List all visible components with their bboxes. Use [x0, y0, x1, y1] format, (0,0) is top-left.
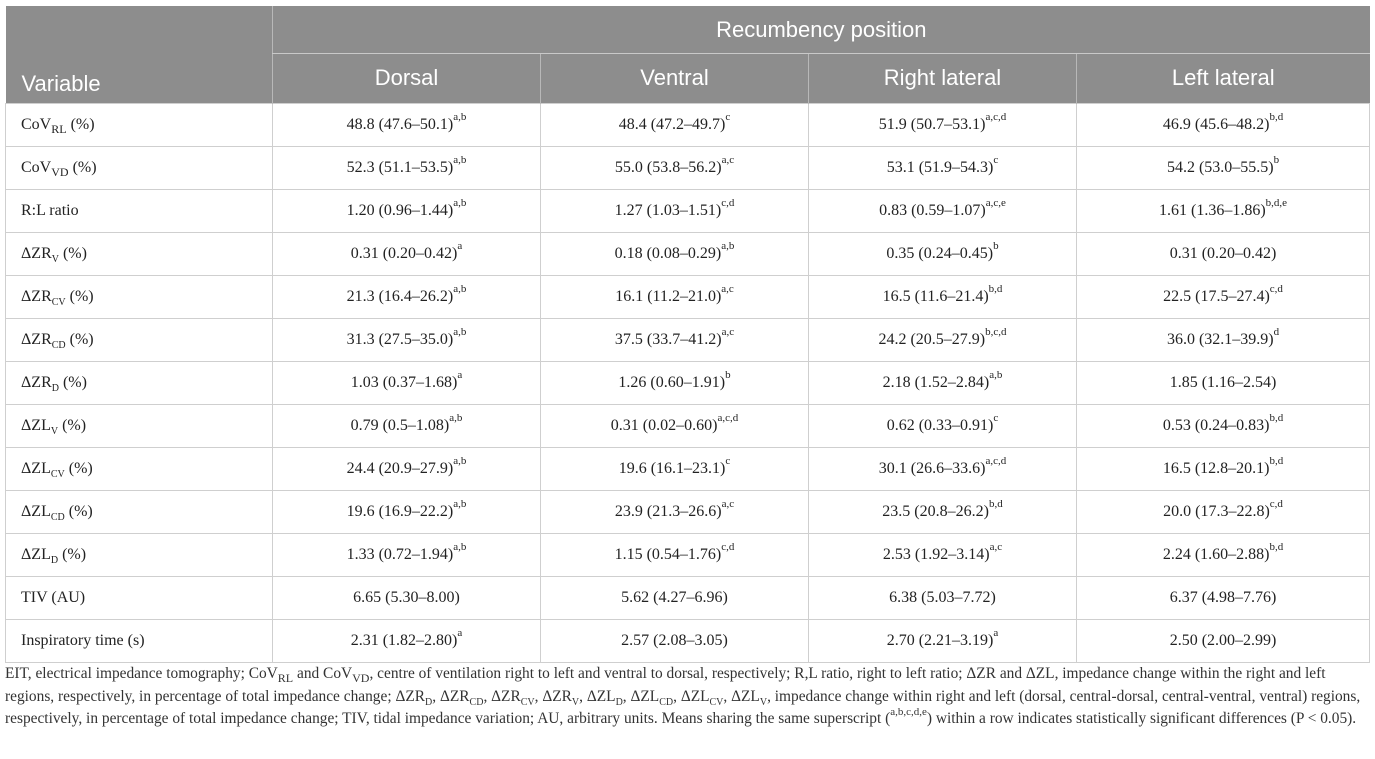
footnote-variable: ΔZR — [542, 687, 572, 705]
value-cell — [1077, 189, 1370, 232]
significance-superscript: a — [993, 627, 999, 640]
variable-header: Variable — [6, 54, 273, 104]
footnote-variable: ΔZL — [731, 687, 760, 705]
footnote-variable-subscript: V — [571, 696, 580, 708]
variable-cell — [6, 232, 273, 275]
value-cell — [273, 318, 541, 361]
value-cell — [273, 576, 541, 619]
value-text: 1.26 (0.60–1.91) — [618, 373, 726, 391]
value-text: 19.6 (16.1–23.1) — [618, 459, 726, 477]
footnote-text-4: , impedance change within right and left (dorsal, central-dorsal, central-ventral, ventral) regions, respectively, in percentage of total impedance change; TIV, tidal impedance variation; AU, arbitrary units. Means sharing the same superscript ( — [5, 687, 1361, 727]
value-text: 2.70 (2.21–3.19) — [886, 631, 994, 649]
value-text: 20.0 (17.3–22.8) — [1163, 502, 1270, 520]
significance-superscript: a,b — [449, 412, 463, 425]
footnote-sub: VD — [352, 671, 370, 686]
variable-cell — [6, 490, 273, 533]
value-cell — [273, 490, 541, 533]
footnote-variable: ΔZL — [680, 687, 710, 705]
variable-name: CoV — [21, 158, 52, 176]
table-row — [6, 189, 1370, 232]
value-cell — [1077, 318, 1370, 361]
value-cell — [1077, 490, 1370, 533]
footnote-variable-subscript: CV — [709, 696, 724, 708]
variable-name: ΔZR — [21, 244, 52, 262]
value-text: 2.50 (2.00–2.99) — [1169, 631, 1277, 649]
value-cell — [1077, 361, 1370, 404]
variable-subscript: CV — [51, 296, 66, 308]
group-header: Recumbency position — [273, 6, 1370, 54]
value-cell — [541, 533, 809, 576]
significance-superscript: b,d — [988, 498, 1003, 511]
value-cell — [541, 619, 809, 662]
header-row-group — [6, 6, 1370, 54]
value-text: 22.5 (17.5–27.4) — [1163, 287, 1270, 305]
significance-superscript: c,d — [721, 541, 735, 554]
value-cell — [273, 189, 541, 232]
value-cell — [273, 361, 541, 404]
value-cell — [1077, 447, 1370, 490]
significance-superscript: a,b — [453, 283, 467, 296]
significance-superscript: a,b — [453, 326, 467, 339]
value-text: 16.5 (12.8–20.1) — [1162, 459, 1270, 477]
value-text: 2.24 (1.60–2.88) — [1162, 545, 1270, 563]
footnote-variable: ΔZR — [491, 687, 521, 705]
value-text: 1.15 (0.54–1.76) — [614, 545, 722, 563]
value-text: 52.3 (51.1–53.5) — [346, 158, 454, 176]
table-row — [6, 146, 1370, 189]
value-cell — [809, 318, 1077, 361]
significance-superscript: a — [457, 240, 463, 253]
value-cell — [1077, 619, 1370, 662]
value-text: 16.5 (11.6–21.4) — [882, 287, 989, 305]
significance-superscript: c — [725, 111, 731, 124]
value-cell — [273, 533, 541, 576]
significance-superscript: b,d — [1269, 455, 1284, 468]
footnote-variable: ΔZL — [630, 687, 660, 705]
value-text: 51.9 (50.7–53.1) — [878, 115, 986, 133]
significance-superscript: c,d — [1269, 283, 1283, 296]
footnote-variable-list: $\Delta ZR_D$, $\Delta ZR_{CD}$, $\Delta ZR_{CV}$, $\Delta ZR_V$, $\Delta ZL_D$, $\Delta ZL_{CD}$, $\Delta ZL_{CV}$, $\Delta ZL_V$ — [395, 687, 768, 708]
value-text: 1.20 (0.96–1.44) — [346, 201, 454, 219]
value-cell — [541, 447, 809, 490]
variable-name: ΔZL — [21, 545, 51, 563]
variable-unit: (%) — [58, 545, 87, 563]
value-cell — [273, 103, 541, 146]
variable-unit: (%) — [64, 459, 93, 477]
variable-cell — [6, 146, 273, 189]
value-text: 53.1 (51.9–54.3) — [886, 158, 994, 176]
value-cell — [1077, 404, 1370, 447]
value-text: 0.31 (0.02–0.60) — [610, 416, 718, 434]
column-header-dorsal: Dorsal — [273, 54, 541, 104]
value-text: 5.62 (4.27–6.96) — [621, 588, 728, 606]
value-cell — [541, 275, 809, 318]
value-text: 46.9 (45.6–48.2) — [1162, 115, 1270, 133]
value-text: 48.4 (47.2–49.7) — [618, 115, 726, 133]
significance-superscript: b — [1273, 154, 1280, 167]
significance-superscript: a — [457, 627, 463, 640]
variable-unit: (%) — [65, 287, 94, 305]
value-text: 2.57 (2.08–3.05) — [621, 631, 728, 649]
significance-superscript: b,d,e — [1265, 197, 1288, 210]
value-cell — [1077, 533, 1370, 576]
significance-superscript: c — [993, 154, 999, 167]
significance-superscript: b — [993, 240, 999, 253]
value-cell — [541, 490, 809, 533]
value-text: 23.9 (21.3–26.6) — [614, 502, 722, 520]
table-row — [6, 361, 1370, 404]
footnote-text-5: ) within a row indicates statistically significant differences (P < 0.05). — [926, 710, 1357, 727]
variable-name: ΔZL — [21, 459, 51, 477]
value-cell — [1077, 275, 1370, 318]
value-text: 2.18 (1.52–2.84) — [882, 373, 990, 391]
value-cell — [809, 447, 1077, 490]
value-text: 1.61 (1.36–1.86) — [1158, 201, 1266, 219]
value-cell — [1077, 146, 1370, 189]
value-cell — [541, 189, 809, 232]
value-cell — [809, 361, 1077, 404]
value-text: 48.8 (47.6–50.1) — [346, 115, 454, 133]
variable-cell — [6, 619, 273, 662]
table-body — [6, 103, 1370, 662]
significance-superscript: a,c,d — [717, 412, 739, 425]
data-table — [5, 6, 1370, 663]
value-cell — [273, 447, 541, 490]
value-text: 21.3 (16.4–26.2) — [346, 287, 454, 305]
variable-subscript: CD — [50, 511, 65, 523]
table-row — [6, 619, 1370, 662]
value-text: 0.53 (0.24–0.83) — [1162, 416, 1270, 434]
value-text: 0.18 (0.08–0.29) — [614, 244, 722, 262]
table-row — [6, 318, 1370, 361]
footnote-variable-subscript: D — [615, 696, 623, 708]
header-corner — [6, 6, 273, 54]
value-text: 31.3 (27.5–35.0) — [346, 330, 454, 348]
value-text: 6.65 (5.30–8.00) — [353, 588, 460, 606]
variable-cell — [6, 447, 273, 490]
footnote-variable-subscript: CD — [659, 696, 674, 708]
footnote-text-3: , centre of ventilation right to left and ventral to dorsal, respectively; R,L ratio, right to left ratio; ΔZR and ΔZL, impedance change within the right and left regions, respectively, in percentage of total impedance change; — [5, 665, 1326, 705]
value-cell — [809, 490, 1077, 533]
variable-cell — [6, 576, 273, 619]
significance-superscript: a,b — [989, 369, 1003, 382]
value-cell — [541, 361, 809, 404]
significance-superscript: a,b — [453, 154, 467, 167]
variable-cell — [6, 189, 273, 232]
value-cell — [1077, 576, 1370, 619]
value-text: 1.33 (0.72–1.94) — [346, 545, 454, 563]
variable-subscript: CD — [51, 339, 66, 351]
column-header-right-lateral: Right lateral — [809, 54, 1077, 104]
variable-subscript: VD — [51, 164, 69, 179]
value-text: 23.5 (20.8–26.2) — [882, 502, 989, 520]
value-cell — [541, 146, 809, 189]
table-row — [6, 490, 1370, 533]
value-cell — [541, 404, 809, 447]
significance-superscript: b,c,d — [985, 326, 1007, 339]
significance-superscript: c — [993, 412, 999, 425]
variable-name: ΔZR — [21, 373, 52, 391]
significance-superscript: a — [457, 369, 463, 382]
table-row — [6, 275, 1370, 318]
value-cell — [809, 619, 1077, 662]
value-text: 16.1 (11.2–21.0) — [615, 287, 722, 305]
value-cell — [809, 404, 1077, 447]
value-text: 1.03 (0.37–1.68) — [350, 373, 458, 391]
significance-superscript: a,b — [453, 197, 467, 210]
value-text: 0.62 (0.33–0.91) — [886, 416, 994, 434]
variable-name: TIV (AU) — [21, 588, 86, 606]
variable-unit: (%) — [58, 373, 87, 391]
variable-subscript: RL — [51, 121, 67, 136]
significance-superscript: a,b — [453, 498, 467, 511]
significance-superscript: a,c — [989, 541, 1003, 554]
variable-subscript: D — [50, 554, 59, 566]
value-text: 0.79 (0.5–1.08) — [350, 416, 450, 434]
table-row — [6, 447, 1370, 490]
value-cell — [541, 232, 809, 275]
variable-unit: (%) — [64, 502, 93, 520]
variable-cell — [6, 103, 273, 146]
significance-superscript: a,b — [453, 541, 467, 554]
variable-unit: (%) — [58, 416, 87, 434]
footnote-variable-subscript: D — [425, 696, 433, 708]
value-text: 19.6 (16.9–22.2) — [346, 502, 454, 520]
significance-superscript: a,c — [721, 326, 735, 339]
column-header-left-lateral: Left lateral — [1077, 54, 1370, 104]
value-text: 0.31 (0.20–0.42) — [350, 244, 458, 262]
value-cell — [809, 146, 1077, 189]
significance-superscript: b — [725, 369, 731, 382]
footnote-variable: ΔZL — [586, 687, 616, 705]
value-text: 24.4 (20.9–27.9) — [346, 459, 454, 477]
column-header-ventral: Ventral — [541, 54, 809, 104]
significance-superscript: a,b — [721, 240, 735, 253]
variable-name: Inspiratory time (s) — [21, 631, 145, 649]
value-text: 0.35 (0.24–0.45) — [886, 244, 994, 262]
variable-cell — [6, 404, 273, 447]
variable-name: R:L ratio — [21, 201, 79, 219]
variable-unit: (%) — [58, 244, 87, 262]
value-cell — [809, 189, 1077, 232]
value-cell — [809, 103, 1077, 146]
footnote-text-2: and CoV — [293, 665, 353, 682]
value-cell — [1077, 103, 1370, 146]
significance-superscript: c,d — [1269, 498, 1283, 511]
table-footnote — [5, 663, 1369, 731]
value-text: 37.5 (33.7–41.2) — [614, 330, 722, 348]
value-text: 1.85 (1.16–2.54) — [1169, 373, 1277, 391]
value-text: 1.27 (1.03–1.51) — [614, 201, 722, 219]
variable-name: ΔZR — [21, 287, 52, 305]
significance-superscript: d — [1273, 326, 1280, 339]
value-text: 30.1 (26.6–33.6) — [878, 459, 986, 477]
value-text: 2.53 (1.92–3.14) — [882, 545, 990, 563]
variable-name: ΔZL — [21, 502, 51, 520]
significance-superscript: a,b — [453, 111, 467, 124]
variable-cell — [6, 318, 273, 361]
value-text: 24.2 (20.5–27.9) — [878, 330, 986, 348]
significance-superscript: b,d — [988, 283, 1003, 296]
footnote-superscript: a,b,c,d,e — [890, 705, 927, 718]
significance-superscript: b,d — [1269, 111, 1284, 124]
header-row-columns — [6, 54, 1370, 104]
significance-superscript: a,c,e — [985, 197, 1006, 210]
footnote-variable-subscript: CV — [520, 696, 535, 708]
footnote-variable-subscript: CD — [469, 696, 484, 708]
value-cell — [273, 619, 541, 662]
variable-subscript: V — [50, 425, 59, 437]
value-text: 6.37 (4.98–7.76) — [1169, 588, 1277, 606]
table-row — [6, 103, 1370, 146]
variable-cell — [6, 533, 273, 576]
variable-subscript: D — [51, 382, 59, 394]
variable-unit: (%) — [65, 330, 94, 348]
value-cell — [809, 275, 1077, 318]
value-text: 6.38 (5.03–7.72) — [889, 588, 996, 606]
significance-superscript: b,d — [1269, 412, 1284, 425]
significance-superscript: a,c — [721, 498, 735, 511]
value-cell — [541, 576, 809, 619]
significance-superscript: a,c — [721, 283, 734, 296]
significance-superscript: a,c,d — [985, 111, 1007, 124]
variable-subscript: V — [51, 253, 59, 265]
value-text: 36.0 (32.1–39.9) — [1166, 330, 1274, 348]
footnote-variable: ΔZR — [395, 687, 426, 705]
significance-superscript: c,d — [721, 197, 735, 210]
footnote-variable: ΔZR — [439, 687, 470, 705]
value-cell — [273, 232, 541, 275]
table-row — [6, 533, 1370, 576]
variable-subscript: CV — [50, 468, 65, 480]
value-cell — [273, 404, 541, 447]
footnote-sub: RL — [277, 671, 294, 686]
footnote-text-1: EIT, electrical impedance tomography; CoV — [5, 665, 278, 682]
significance-superscript: a,c,d — [985, 455, 1007, 468]
significance-superscript: a,b — [453, 455, 467, 468]
value-cell — [541, 318, 809, 361]
variable-cell — [6, 275, 273, 318]
variable-cell — [6, 361, 273, 404]
value-text: 54.2 (53.0–55.5) — [1166, 158, 1274, 176]
variable-unit: (%) — [66, 115, 95, 133]
variable-unit: (%) — [68, 158, 97, 176]
value-cell — [809, 533, 1077, 576]
variable-name: ΔZR — [21, 330, 52, 348]
table-row — [6, 404, 1370, 447]
table-row — [6, 232, 1370, 275]
variable-name: CoV — [21, 115, 52, 133]
value-cell — [273, 146, 541, 189]
value-text: 55.0 (53.8–56.2) — [614, 158, 722, 176]
value-text: 2.31 (1.82–2.80) — [350, 631, 458, 649]
footnote-variable-subscript: V — [759, 696, 768, 708]
value-cell — [809, 232, 1077, 275]
value-cell — [809, 576, 1077, 619]
value-text: 0.31 (0.20–0.42) — [1169, 244, 1277, 262]
significance-superscript: b,d — [1269, 541, 1284, 554]
value-cell — [273, 275, 541, 318]
significance-superscript: a,c — [721, 154, 735, 167]
table-row — [6, 576, 1370, 619]
variable-name: ΔZL — [21, 416, 51, 434]
value-text: 0.83 (0.59–1.07) — [879, 201, 986, 219]
value-cell — [541, 103, 809, 146]
significance-superscript: c — [725, 455, 731, 468]
value-cell — [1077, 232, 1370, 275]
